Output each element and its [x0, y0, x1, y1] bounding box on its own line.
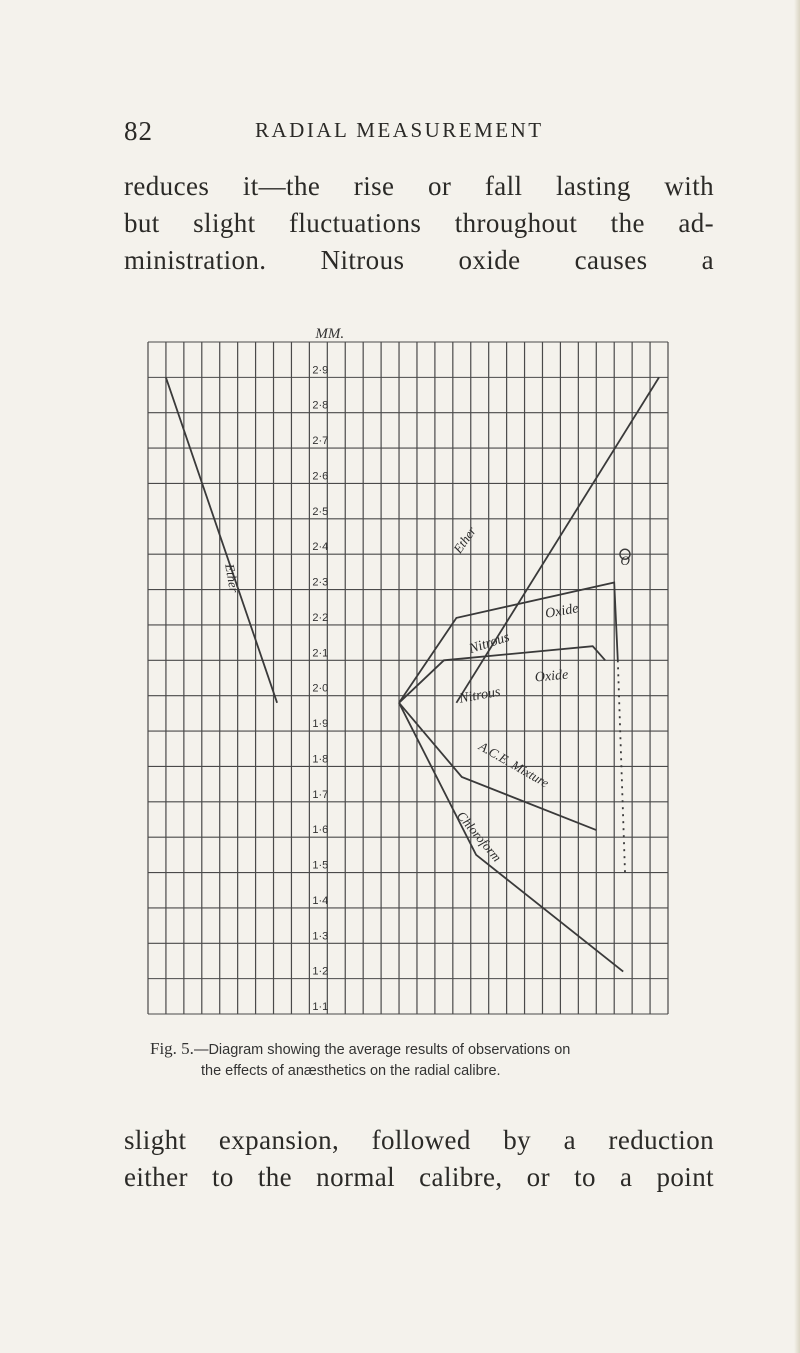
ether-left-label: Ether — [222, 562, 242, 594]
diagram-svg — [130, 318, 690, 1038]
scale-label: 2·1 — [312, 647, 329, 660]
scale-label: 2·6 — [312, 470, 329, 483]
figure-caption — [150, 1038, 710, 1082]
o-marker-label: O — [620, 552, 630, 568]
nitrous-lower-label-1: Nitrous — [458, 684, 502, 707]
scale-label: 1·6 — [312, 824, 329, 837]
chloroform-label: Chloroform — [454, 808, 505, 865]
paragraph-top — [124, 168, 714, 279]
ether-right-label: Ether — [450, 523, 480, 556]
scale-label: 1·5 — [312, 859, 329, 872]
scale-column — [312, 326, 344, 1013]
scale-label: 2·7 — [312, 435, 329, 448]
scale-label: 2·9 — [312, 364, 329, 377]
scale-label: 2·4 — [312, 541, 329, 554]
caption-text-2: the effects of anæsthetics on the radial calibre. — [201, 1063, 501, 1079]
scale-label: 1·7 — [312, 788, 329, 801]
nitrous-upper-label-1: Nitrous — [467, 629, 512, 658]
trace-labels — [222, 523, 631, 865]
text-line: reduces it—the rise or fall lasting with — [124, 171, 714, 201]
nitrous-upper-label-2: Oxide — [544, 601, 580, 622]
paragraph-bottom — [124, 1122, 714, 1196]
scale-label: 1·8 — [312, 753, 329, 766]
scale-label: 2·5 — [312, 505, 329, 518]
running-head: RADIAL MEASUREMENT — [255, 118, 544, 142]
ether-left-line — [166, 377, 277, 702]
scale-label: 2·8 — [312, 399, 329, 412]
nitrous-lower-line — [399, 646, 605, 703]
scale-label: 1·2 — [312, 965, 329, 978]
figure-diagram — [130, 318, 690, 1038]
text-line: ministration. Nitrous oxide causes a — [124, 245, 714, 275]
text-line: slight expansion, followed by a reduction — [124, 1125, 714, 1155]
caption-text-1: —Diagram showing the average results of observations on — [193, 1042, 571, 1058]
scale-label: 2·3 — [312, 576, 329, 589]
grid — [148, 342, 668, 1014]
scale-label: 2·0 — [312, 682, 329, 695]
scan-edge-shadow — [794, 0, 800, 1353]
scale-label: 2·2 — [312, 611, 329, 624]
text-line: but slight fluctuations throughout the ad- — [124, 208, 714, 238]
scale-label: 1·3 — [312, 930, 329, 943]
scale-label: 1·1 — [312, 1001, 329, 1013]
traces — [166, 377, 659, 971]
ether-right-line — [456, 377, 659, 702]
scale-label: 1·4 — [312, 894, 329, 907]
figure-label: Fig. 5. — [150, 1039, 194, 1058]
unit-label: MM. — [315, 326, 345, 342]
nitrous-lower-label-2: Oxide — [534, 667, 569, 686]
text-line: either to the normal calibre, or to a point — [124, 1162, 714, 1192]
page-number: 82 — [124, 116, 153, 146]
scale-label: 1·9 — [312, 718, 329, 731]
ace-mixture-label: A.C.E. Mixture — [476, 738, 552, 791]
